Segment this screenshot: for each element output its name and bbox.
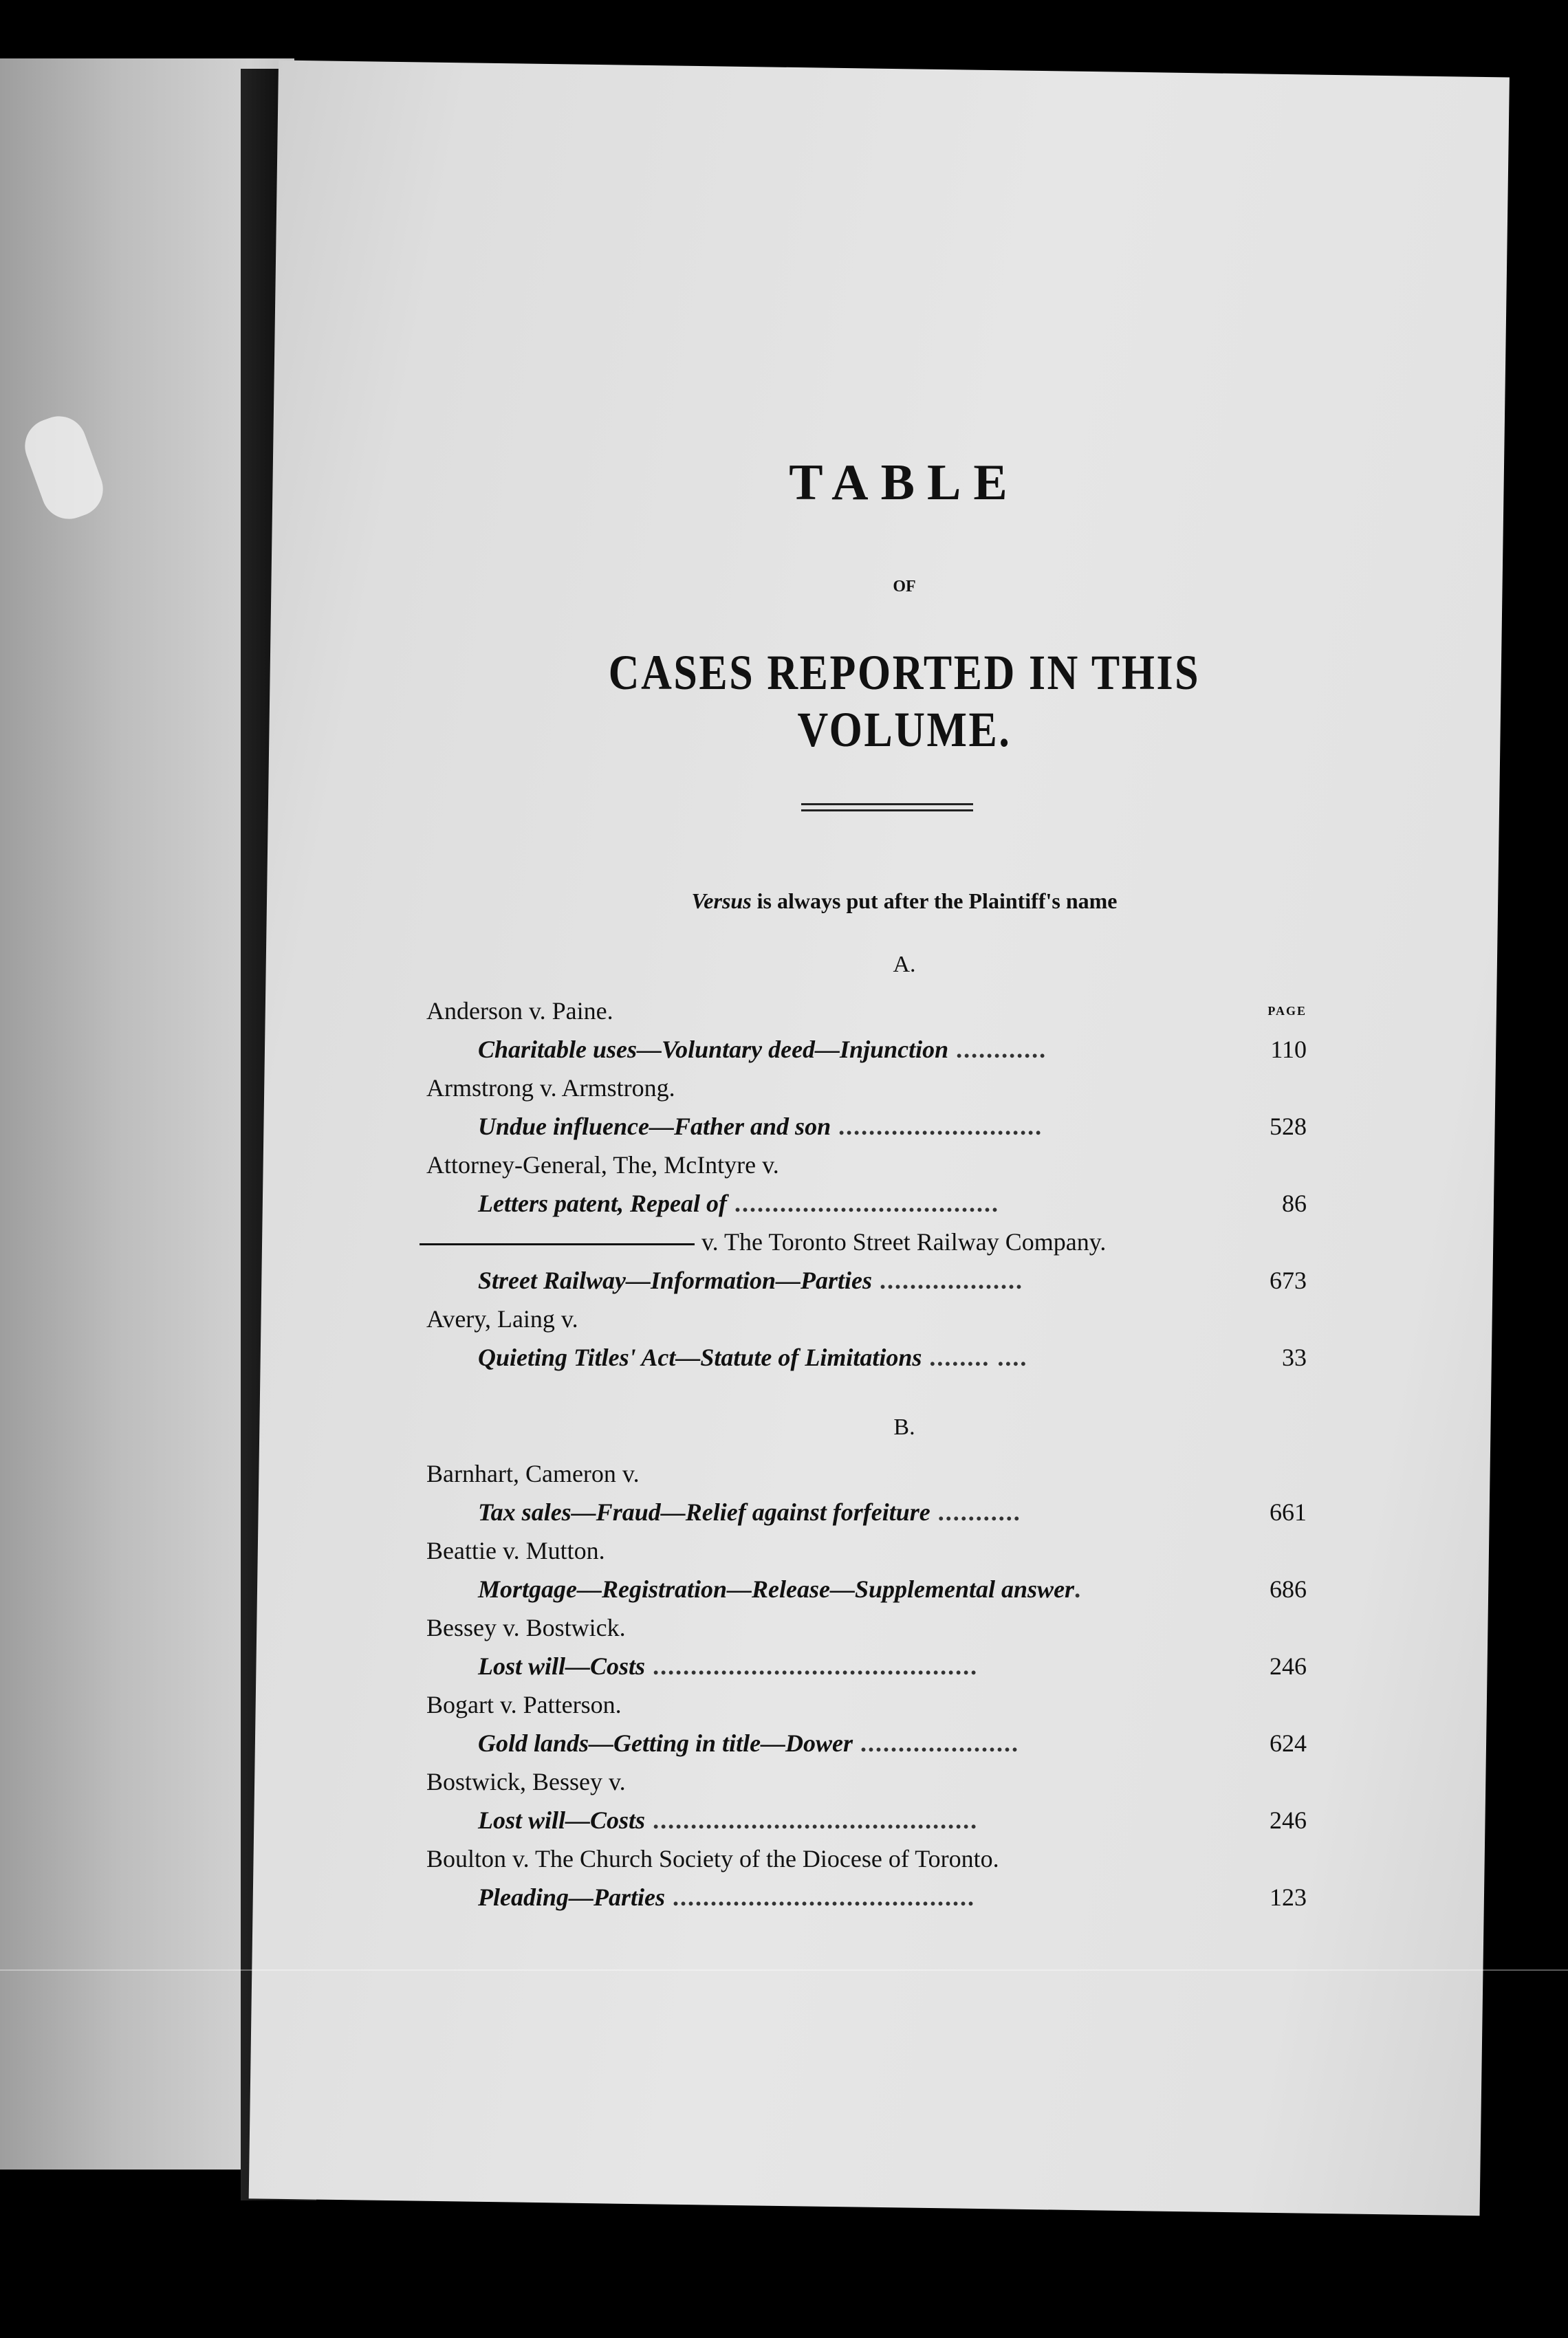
case-row [385, 1069, 1307, 1107]
versus-note [502, 888, 1307, 914]
double-rule [801, 803, 973, 811]
subject-row [385, 1647, 1307, 1685]
case-subject: Gold lands—Getting in title—Dower ..................... [478, 1729, 1020, 1757]
case-row [385, 1685, 1307, 1724]
versus-note-rest: is always put after the Plaintiff's name [751, 888, 1118, 913]
subject-row [385, 1338, 1307, 1377]
case-name: Beattie v. Mutton. [426, 1537, 605, 1564]
case-list-b [385, 1454, 1307, 1916]
case-row [385, 1762, 1307, 1801]
case-row [385, 1146, 1307, 1184]
subject-row [385, 1184, 1307, 1223]
case-subject: Quieting Titles' Act—Statute of Limitations ........ .... [478, 1344, 1028, 1371]
title-cases-reported: CASES REPORTED IN THIS VOLUME. [608, 645, 1201, 757]
case-subject: Lost will—Costs ........................................... [478, 1806, 979, 1834]
case-name: v. The Toronto Street Railway Company. [701, 1228, 1107, 1256]
subject-row [385, 1107, 1307, 1146]
case-name: Armstrong v. Armstrong. [426, 1074, 675, 1102]
case-row [385, 992, 1307, 1030]
page-number: 33 [1282, 1344, 1307, 1371]
subject-row [385, 1493, 1307, 1531]
case-subject: Charitable uses—Voluntary deed—Injunction ............ [478, 1036, 1047, 1063]
case-row [385, 1608, 1307, 1647]
case-name: Anderson v. Paine. [426, 997, 613, 1025]
title-of: OF [893, 578, 916, 596]
title-table: TABLE [789, 455, 1020, 511]
case-subject: Pleading—Parties ........................................ [478, 1883, 975, 1911]
case-subject: Lost will—Costs ........................................... [478, 1652, 979, 1680]
case-row-continuation [385, 1223, 1307, 1261]
case-subject: Letters patent, Repeal of ................................... [478, 1190, 999, 1217]
scan-artifact-line [0, 1969, 1568, 1971]
subject-row [385, 1724, 1307, 1762]
ditto-dash [420, 1243, 695, 1245]
case-list-a [385, 992, 1307, 1377]
page-number: 110 [1270, 1036, 1307, 1063]
case-name: Bessey v. Bostwick. [426, 1614, 626, 1641]
page-number: 123 [1270, 1883, 1307, 1911]
page-number: 624 [1270, 1729, 1307, 1757]
case-subject: Street Railway—Information—Parties ................... [478, 1267, 1024, 1294]
case-name: Attorney-General, The, McIntyre v. [426, 1151, 779, 1179]
page-column-header: PAGE [1267, 1004, 1307, 1018]
case-name: Barnhart, Cameron v. [426, 1460, 640, 1487]
section-letter-a: A. [893, 952, 916, 977]
page-number: 528 [1270, 1113, 1307, 1140]
case-subject: Tax sales—Fraud—Relief against forfeiture ........... [478, 1498, 1021, 1526]
subject-row [385, 1570, 1307, 1608]
case-row [385, 1454, 1307, 1493]
case-name: Bostwick, Bessey v. [426, 1768, 626, 1795]
page-number: 246 [1270, 1806, 1307, 1834]
page-number: 86 [1282, 1190, 1307, 1217]
subject-row [385, 1878, 1307, 1916]
section-letter-b: B. [893, 1414, 915, 1440]
case-name: Bogart v. Patterson. [426, 1691, 622, 1718]
subject-row [385, 1261, 1307, 1300]
case-row [385, 1300, 1307, 1338]
page-content [385, 440, 1307, 1916]
case-name: Avery, Laing v. [426, 1305, 578, 1333]
subject-row [385, 1801, 1307, 1839]
case-name: Boulton v. The Church Society of the Diocese of Toronto. [426, 1845, 999, 1872]
case-subject: Mortgage—Registration—Release—Supplemental answer. [478, 1575, 1082, 1603]
case-row [385, 1839, 1307, 1878]
versus-word: Versus [691, 888, 752, 913]
case-row [385, 1531, 1307, 1570]
page-number: 686 [1270, 1575, 1307, 1603]
page-number: 246 [1270, 1652, 1307, 1680]
case-subject: Undue influence—Father and son ........................... [478, 1113, 1043, 1140]
page-number: 673 [1270, 1267, 1307, 1294]
page-number: 661 [1270, 1498, 1307, 1526]
subject-row [385, 1030, 1307, 1069]
